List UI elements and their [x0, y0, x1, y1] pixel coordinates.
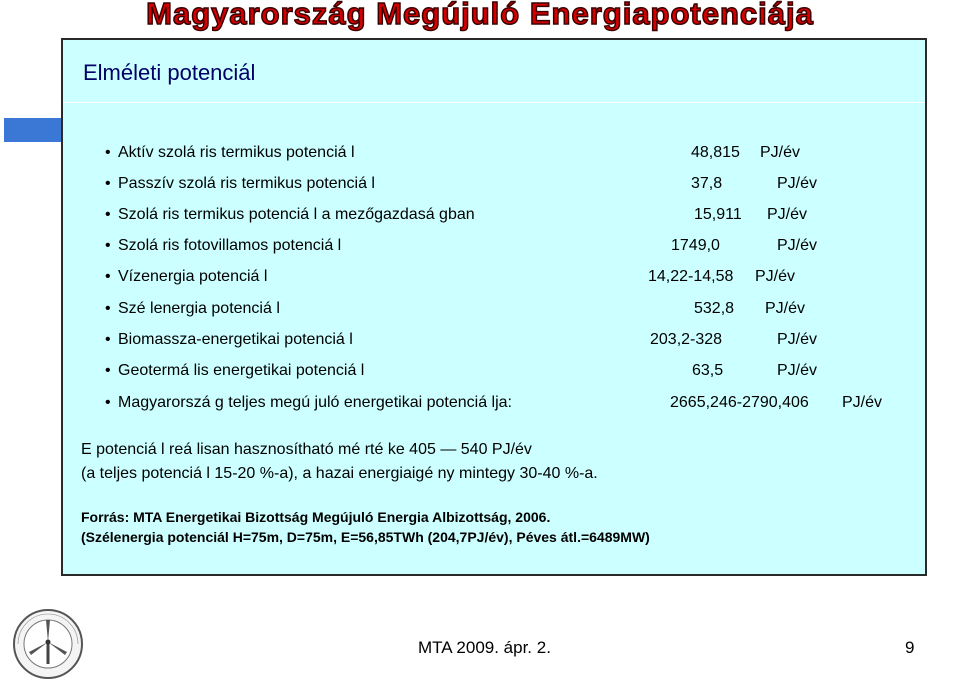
row-unit: PJ/év	[755, 268, 796, 285]
content-panel	[61, 38, 927, 576]
row-value: 63,5	[692, 362, 724, 379]
panel-title: Elméleti potenciál	[83, 60, 256, 85]
bullet-icon: •	[105, 362, 111, 379]
row-unit: PJ/év	[777, 362, 818, 379]
potential-row	[63, 362, 925, 386]
potential-row	[63, 331, 925, 355]
row-label: Aktív szolá ris termikus potenciá l	[118, 144, 355, 161]
left-accent-bar	[4, 118, 66, 142]
panel-header	[63, 40, 925, 103]
row-value: 48,815	[691, 144, 740, 161]
potential-row	[63, 175, 925, 199]
row-value: 203,2-328	[650, 331, 723, 348]
bullet-icon: •	[105, 237, 111, 254]
row-label: Szolá ris fotovillamos potenciá l	[118, 237, 342, 254]
bullet-icon: •	[105, 206, 111, 223]
potential-row	[63, 206, 925, 230]
realistic-potential-note: E potenciá l reá lisan hasznosítható mé rté ke 405 — 540 PJ/év	[81, 441, 532, 458]
row-value: 15,911	[694, 206, 742, 223]
row-unit: PJ/év	[767, 206, 808, 223]
row-value: 532,8	[694, 300, 735, 317]
row-unit: PJ/év	[760, 144, 801, 161]
potential-row-total	[63, 394, 925, 418]
energy-demand-note: (a teljes potenciá l 15-20 %-a), a hazai energiaigé ny mintegy 30-40 %-a.	[81, 465, 598, 482]
row-value: 1749,0	[671, 237, 720, 254]
row-label: Biomassza-energetikai potenciá l	[118, 331, 353, 348]
row-label: Geotermá lis energetikai potenciá l	[118, 362, 365, 379]
bullet-icon: •	[105, 144, 111, 161]
row-label: Szolá ris termikus potenciá l a mezőgazdasá gban	[118, 206, 475, 223]
bullet-icon: •	[105, 300, 111, 317]
potential-row	[63, 237, 925, 261]
row-value: 2665,246-2790,406	[670, 394, 809, 411]
row-unit: PJ/év	[777, 237, 818, 254]
row-value: 37,8	[691, 175, 723, 192]
row-unit: PJ/év	[777, 175, 818, 192]
potential-row	[63, 268, 925, 292]
row-unit: PJ/év	[842, 394, 883, 411]
wind-turbine-seal-icon	[12, 608, 84, 680]
potential-row	[63, 300, 925, 324]
bullet-icon: •	[105, 394, 111, 411]
bullet-icon: •	[105, 268, 111, 285]
row-label: Szé lenergia potenciá l	[118, 300, 280, 317]
bullet-icon: •	[105, 331, 111, 348]
title-band	[0, 0, 960, 36]
row-label: Vízenergia potenciá l	[118, 268, 268, 285]
footer-date: MTA 2009. ápr. 2.	[418, 638, 551, 657]
wind-potential-details: (Szélenergia potenciál H=75m, D=75m, E=56,85TWh (204,7PJ/év), Péves átl.=6489MW)	[81, 529, 650, 545]
source-citation: Forrás: MTA Energetikai Bizottság Megújuló Energia Albizottság, 2006.	[81, 509, 551, 525]
row-value: 14,22-14,58	[648, 268, 734, 285]
row-label: Passzív szolá ris termikus potenciá l	[118, 175, 375, 192]
row-unit: PJ/év	[777, 331, 818, 348]
page-number: 9	[905, 638, 915, 657]
slide-title: Magyarország Megújuló Energiapotenciája	[146, 0, 814, 31]
potential-row	[63, 144, 925, 168]
row-label: Magyarorszá g teljes megú juló energetikai potenciá lja:	[118, 394, 512, 411]
bullet-icon: •	[105, 175, 111, 192]
row-unit: PJ/év	[765, 300, 806, 317]
